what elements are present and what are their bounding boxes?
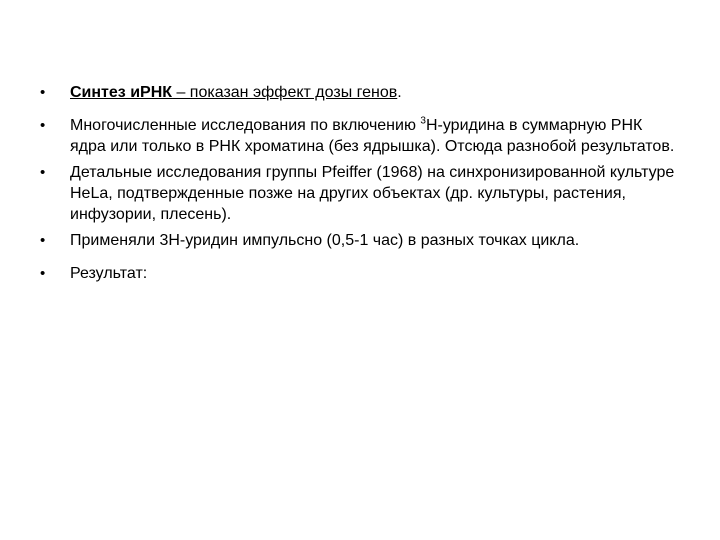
bullet-icon: • bbox=[40, 117, 46, 134]
bullet-item-pfeiffer bbox=[40, 162, 680, 225]
bullet-item-method bbox=[40, 230, 680, 251]
bullet-item-mrna-synthesis bbox=[40, 82, 680, 103]
bullet-text: Применяли 3Н-уридин импульсно (0,5-1 час) в разных точках цикла. bbox=[70, 232, 580, 249]
bullet-item-result bbox=[40, 263, 680, 284]
bullet-icon: • bbox=[40, 265, 46, 282]
superscript-isotope: 3 bbox=[420, 115, 426, 127]
bullet-text: Результат: bbox=[70, 265, 148, 282]
bullet-list bbox=[40, 82, 680, 284]
bullet-item-studies bbox=[40, 115, 680, 157]
bullet-icon: • bbox=[40, 84, 46, 101]
bullet-heading-period: . bbox=[397, 84, 402, 101]
bullet-icon: • bbox=[40, 164, 46, 181]
bullet-text-part: Н-уридина в суммарную РНК ядра или только в РНК хроматина (без ядрышка). Отсюда разнобой результатов. bbox=[70, 117, 675, 155]
bullet-heading: Синтез иРНК bbox=[70, 84, 173, 101]
bullet-heading-rest: – показан эффект дозы генов bbox=[172, 84, 398, 101]
bullet-text-part: Многочисленные исследования по включению bbox=[70, 117, 421, 134]
bullet-text: Детальные исследования группы Pfeiffer (1968) на синхронизированной культуре HeLa, подтвержденные позже на других объектах (др. культуры, растения, инфузории, плесень). bbox=[70, 164, 675, 223]
bullet-icon: • bbox=[40, 232, 46, 249]
